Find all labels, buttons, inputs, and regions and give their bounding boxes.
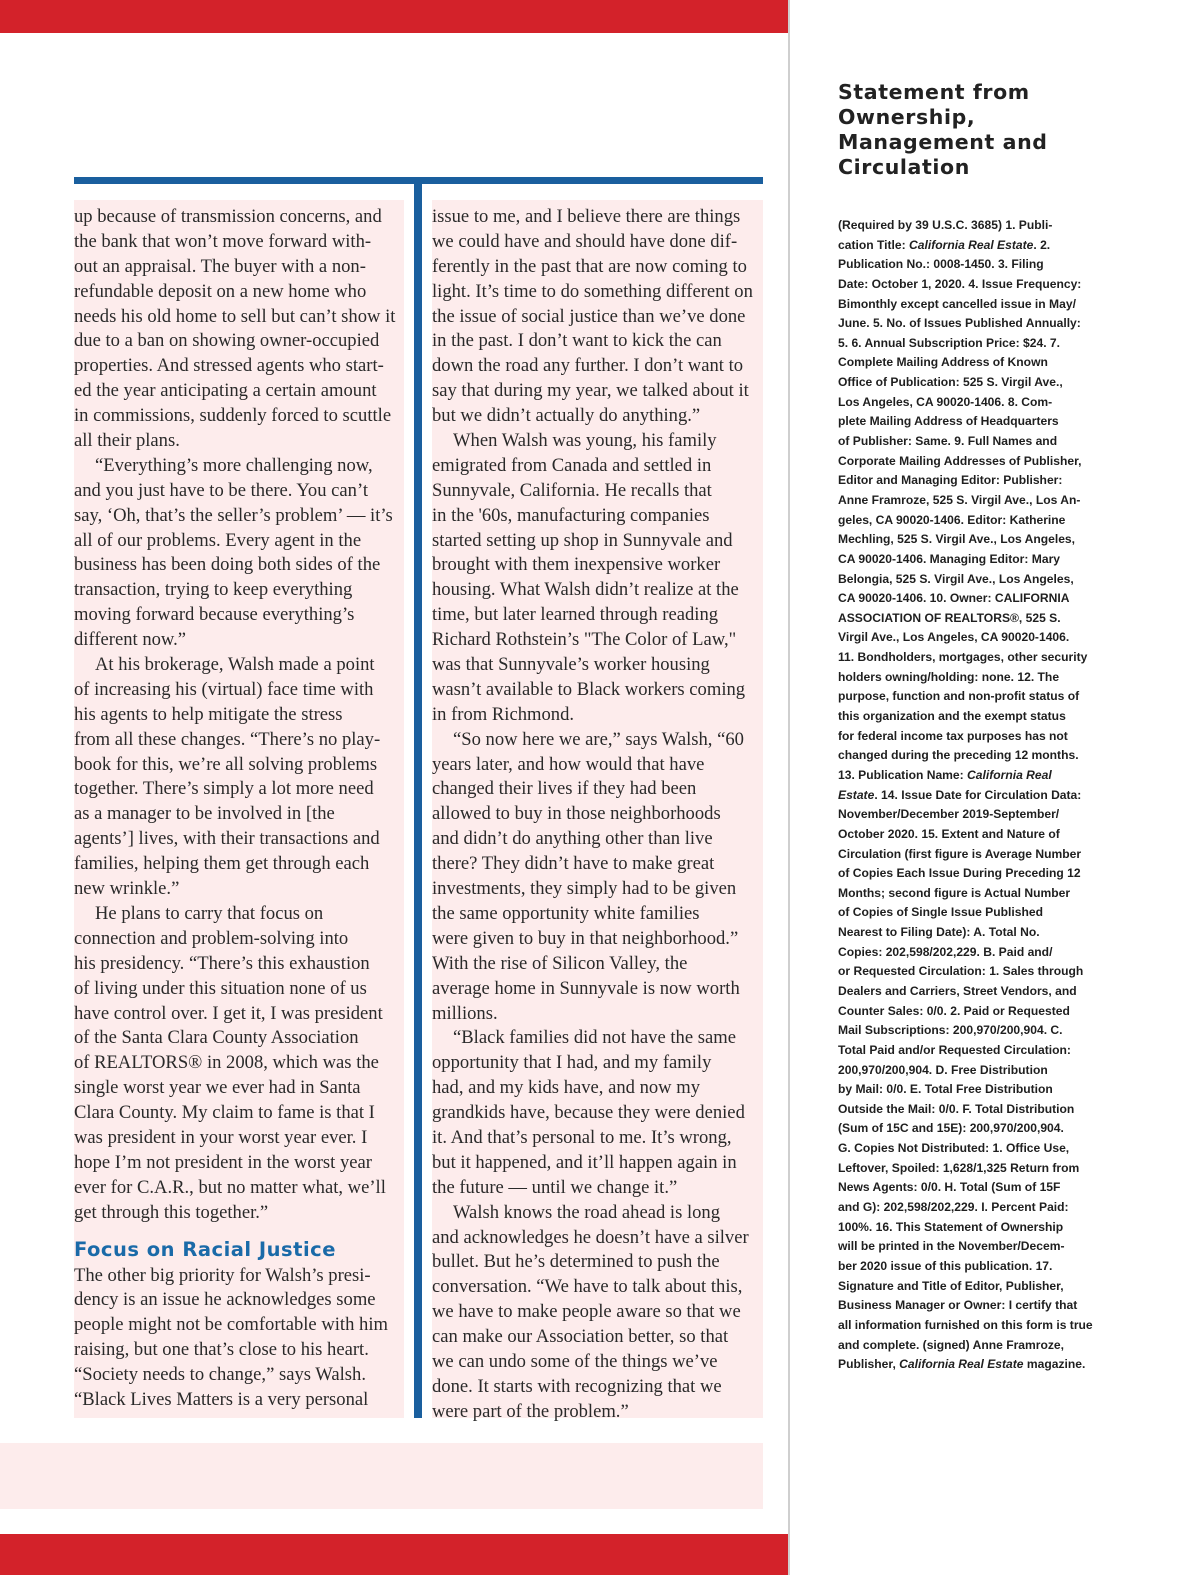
text-line: With the rise of Silicon Valley, the bbox=[432, 952, 688, 974]
text-line: conversation. “We have to talk about this, bbox=[432, 1276, 743, 1298]
statement-line: October 2020. 15. Extent and Nature of bbox=[838, 826, 1060, 841]
column-divider bbox=[414, 177, 422, 1418]
text-line: was president in your worst year ever. I bbox=[74, 1126, 368, 1148]
statement-line: Circulation (first figure is Average Number bbox=[838, 846, 1082, 861]
text-line: He plans to carry that focus on bbox=[95, 902, 324, 924]
statement-line: of Publisher: Same. 9. Full Names and bbox=[838, 434, 1058, 449]
text-line: connection and problem-solving into bbox=[74, 927, 349, 949]
text-line: Richard Rothstein’s "The Color of Law," bbox=[432, 629, 737, 651]
article-column-1 bbox=[74, 205, 410, 1413]
top-rule-right bbox=[422, 177, 763, 184]
text-line: done. It starts with recognizing that we bbox=[432, 1375, 722, 1397]
statement-line: or Requested Circulation: 1. Sales through bbox=[838, 964, 1084, 979]
text-line: housing. What Walsh didn’t realize at the bbox=[432, 579, 739, 601]
text-line: needs his old home to sell but can’t show it bbox=[74, 305, 396, 327]
statement-line: November/December 2019-September/ bbox=[838, 807, 1060, 822]
text-line: The other big priority for Walsh’s presi- bbox=[74, 1264, 371, 1286]
text-line: the issue of social justice than we’ve done bbox=[432, 305, 746, 327]
statement-line: Copies: 202,598/202,229. B. Paid and/ bbox=[838, 944, 1053, 959]
top-rule-left bbox=[74, 177, 414, 184]
text-line: we can undo some of the things we’ve bbox=[432, 1350, 718, 1372]
statement-line: (Sum of 15C and 15E): 200,970/200,904. bbox=[838, 1121, 1064, 1136]
text-line: say, ‘Oh, that’s the seller’s problem’ — it’s bbox=[74, 504, 393, 526]
sidebar-title-line: Statement from bbox=[838, 80, 1030, 104]
text-line: his agents to help mitigate the stress bbox=[74, 703, 343, 725]
text-line: changed their lives if they had been bbox=[432, 778, 697, 800]
statement-line: Anne Framroze, 525 S. Virgil Ave., Los An- bbox=[838, 492, 1081, 507]
text-line: and you just have to be there. You can’t bbox=[74, 479, 369, 501]
text-line: families, helping them get through each bbox=[74, 853, 370, 875]
text-line: At his brokerage, Walsh made a point bbox=[95, 654, 375, 676]
text-line: of living under this situation none of us bbox=[74, 977, 367, 999]
article-column-2 bbox=[432, 205, 766, 1425]
text-line: single worst year we ever had in Santa bbox=[74, 1077, 361, 1099]
statement-line: 5. 6. Annual Subscription Price: $24. 7. bbox=[838, 335, 1061, 350]
text-line: refundable deposit on a new home who bbox=[74, 280, 367, 302]
statement-line: geles, CA 90020-1406. Editor: Katherine bbox=[838, 512, 1066, 527]
text-line: as a manager to be involved in [the bbox=[74, 803, 335, 825]
text-line: people might not be comfortable with him bbox=[74, 1314, 388, 1336]
statement-line: ber 2020 issue of this publication. 17. bbox=[838, 1258, 1053, 1273]
statement-line: Months; second figure is Actual Number bbox=[838, 885, 1071, 900]
text-line: wasn’t available to Black workers coming bbox=[432, 678, 746, 700]
text-line: but we didn’t actually do anything.” bbox=[432, 405, 701, 427]
statement-line: June. 5. No. of Issues Published Annually: bbox=[838, 316, 1081, 331]
text-line: new wrinkle.” bbox=[74, 878, 180, 900]
statement-line: of Copies Each Issue During Preceding 12 bbox=[838, 866, 1081, 881]
text-line: Sunnyvale, California. He recalls that bbox=[432, 479, 712, 501]
text-line: but it happened, and it’ll happen again in bbox=[432, 1151, 737, 1173]
statement-line: Complete Mailing Address of Known bbox=[838, 355, 1048, 370]
text-line: his presidency. “There’s this exhaustion bbox=[74, 952, 370, 974]
text-line: properties. And stressed agents who start- bbox=[74, 355, 384, 377]
text-line: investments, they simply had to be given bbox=[432, 878, 737, 900]
bottom-accent-bar bbox=[0, 1534, 788, 1575]
text-line: all their plans. bbox=[74, 430, 180, 452]
text-line: Clara County. My claim to fame is that I bbox=[74, 1102, 375, 1124]
text-line: in commissions, suddenly forced to scuttle bbox=[74, 405, 392, 427]
statement-line: changed during the preceding 12 months. bbox=[838, 748, 1079, 763]
text-line: years later, and how would that have bbox=[432, 753, 705, 775]
text-line: there? They didn’t have to make great bbox=[432, 853, 715, 875]
statement-line: Total Paid and/or Requested Circulation: bbox=[838, 1042, 1071, 1057]
statement-line: plete Mailing Address of Headquarters bbox=[838, 414, 1059, 429]
statement-line: this organization and the exempt status bbox=[838, 709, 1066, 724]
statement-line: Los Angeles, CA 90020-1406. 8. Com- bbox=[838, 394, 1053, 409]
text-line: in the past. I don’t want to kick the can bbox=[432, 330, 722, 352]
statement-line: Signature and Title of Editor, Publisher, bbox=[838, 1278, 1064, 1293]
text-line: all of our problems. Every agent in the bbox=[74, 529, 362, 551]
text-line: “Black families did not have the same bbox=[453, 1027, 736, 1049]
text-line: hope I’m not president in the worst year bbox=[74, 1151, 372, 1173]
footer-tint-panel bbox=[0, 1443, 763, 1509]
statement-line: Estate. 14. Issue Date for Circulation Data: bbox=[838, 787, 1082, 802]
text-line: emigrated from Canada and settled in bbox=[432, 454, 712, 476]
text-line: ever for C.A.R., but no matter what, we’ll bbox=[74, 1176, 386, 1198]
text-line: transaction, trying to keep everything bbox=[74, 579, 353, 601]
statement-line: and G): 202,598/202,229. I. Percent Paid: bbox=[838, 1200, 1069, 1215]
text-line: grandkids have, because they were denied bbox=[432, 1102, 745, 1124]
text-line: moving forward because everything’s bbox=[74, 604, 355, 626]
statement-line: for federal income tax purposes has not bbox=[838, 728, 1068, 743]
sidebar-title-line: Management and bbox=[838, 130, 1048, 154]
statement-line: CA 90020-1406. Managing Editor: Mary bbox=[838, 551, 1061, 566]
text-line: the future — until we change it.” bbox=[432, 1176, 678, 1198]
statement-line: Corporate Mailing Addresses of Publisher, bbox=[838, 453, 1082, 468]
statement-line: Editor and Managing Editor: Publisher: bbox=[838, 473, 1063, 488]
statement-line: all information furnished on this form is true bbox=[838, 1317, 1093, 1332]
statement-line: will be printed in the November/Decem- bbox=[838, 1239, 1065, 1254]
statement-line: Mail Subscriptions: 200,970/200,904. C. bbox=[838, 1023, 1063, 1038]
statement-line: Office of Publication: 525 S. Virgil Ave., bbox=[838, 375, 1063, 390]
statement-line: purpose, function and non-profit status of bbox=[838, 689, 1080, 704]
text-line: time, but later learned through reading bbox=[432, 604, 719, 626]
text-line: average home in Sunnyvale is now worth bbox=[432, 977, 740, 999]
sidebar-title-line: Ownership, bbox=[838, 105, 976, 129]
statement-line: Belongia, 525 S. Virgil Ave., Los Angeles, bbox=[838, 571, 1074, 586]
text-line: in from Richmond. bbox=[432, 703, 575, 725]
text-line: different now.” bbox=[74, 629, 187, 651]
text-line: can make our Association better, so that bbox=[432, 1326, 729, 1348]
text-line: bullet. But he’s determined to push the bbox=[432, 1251, 720, 1273]
text-line: were part of the problem.” bbox=[432, 1400, 629, 1422]
text-line: brought with them inexpensive worker bbox=[432, 554, 721, 576]
text-line: have control over. I get it, I was president bbox=[74, 1002, 383, 1024]
text-line: were given to buy in that neighborhood.” bbox=[432, 927, 739, 949]
text-line: get through this together.” bbox=[74, 1201, 269, 1223]
text-line: due to a ban on showing owner-occupied bbox=[74, 330, 380, 352]
section-heading: Focus on Racial Justice bbox=[74, 1237, 336, 1261]
statement-line: G. Copies Not Distributed: 1. Office Use, bbox=[838, 1141, 1070, 1156]
text-line: raising, but one that’s close to his heart. bbox=[74, 1339, 369, 1361]
text-line: from all these changes. “There’s no play- bbox=[74, 728, 381, 750]
text-line: opportunity that I had, and my family bbox=[432, 1052, 712, 1074]
statement-line: CA 90020-1406. 10. Owner: CALIFORNIA bbox=[838, 591, 1070, 606]
text-line: light. It’s time to do something different on bbox=[432, 280, 753, 302]
statement-line: 200,970/200,904. D. Free Distribution bbox=[838, 1062, 1048, 1077]
statement-line: Publisher, California Real Estate magazine. bbox=[838, 1357, 1086, 1372]
text-line: down the road any further. I don’t want to bbox=[432, 355, 744, 377]
statement-line: Outside the Mail: 0/0. F. Total Distribution bbox=[838, 1101, 1075, 1116]
section-spacer bbox=[74, 1226, 410, 1236]
text-line: agents’] lives, with their transactions and bbox=[74, 828, 380, 850]
statement-line: Bimonthly except cancelled issue in May/ bbox=[838, 296, 1076, 311]
statement-line: News Agents: 0/0. H. Total (Sum of 15F bbox=[838, 1180, 1061, 1195]
statement-line: and complete. (signed) Anne Framroze, bbox=[838, 1337, 1065, 1352]
text-line: of REALTORS® in 2008, which was the bbox=[74, 1052, 379, 1074]
text-line: dency is an issue he acknowledges some bbox=[74, 1289, 376, 1311]
text-line: business has been doing both sides of the bbox=[74, 554, 381, 576]
text-line: book for this, we’re all solving problems bbox=[74, 753, 378, 775]
statement-line: by Mail: 0/0. E. Total Free Distribution bbox=[838, 1082, 1053, 1097]
text-line: out an appraisal. The buyer with a non- bbox=[74, 255, 366, 277]
top-accent-bar bbox=[0, 0, 788, 33]
statement-line: Counter Sales: 0/0. 2. Paid or Requested bbox=[838, 1003, 1070, 1018]
statement-line: holders owning/holding: none. 12. The bbox=[838, 669, 1060, 684]
text-line: “Society needs to change,” says Walsh. bbox=[74, 1364, 366, 1386]
text-line: had, and my kids have, and now my bbox=[432, 1077, 701, 1099]
statement-line: Date: October 1, 2020. 4. Issue Frequency: bbox=[838, 276, 1082, 291]
statement-line: 100%. 16. This Statement of Ownership bbox=[838, 1219, 1064, 1234]
text-line: we could have and should have done dif- bbox=[432, 230, 738, 252]
text-line: ferently in the past that are now coming to bbox=[432, 255, 747, 277]
statement-line: Mechling, 525 S. Virgil Ave., Los Angeles, bbox=[838, 532, 1076, 547]
text-line: issue to me, and I believe there are things bbox=[432, 206, 741, 227]
text-line: the bank that won’t move forward with- bbox=[74, 230, 372, 252]
statement-line: 13. Publication Name: California Real bbox=[838, 767, 1052, 782]
text-line: the same opportunity white families bbox=[432, 902, 700, 924]
statement-line: Business Manager or Owner: I certify that bbox=[838, 1298, 1078, 1313]
statement-line: 11. Bondholders, mortgages, other security bbox=[838, 650, 1088, 665]
text-line: and didn’t do anything other than live bbox=[432, 828, 713, 850]
ownership-statement-body bbox=[838, 216, 1178, 1375]
text-line: of the Santa Clara County Association bbox=[74, 1027, 359, 1049]
text-line: of increasing his (virtual) face time with bbox=[74, 678, 374, 700]
text-line: Walsh knows the road ahead is long bbox=[453, 1201, 721, 1223]
text-line: millions. bbox=[432, 1002, 498, 1024]
statement-line: (Required by 39 U.S.C. 3685) 1. Publi- bbox=[838, 218, 1053, 232]
text-line: up because of transmission concerns, and bbox=[74, 206, 382, 227]
text-line: in the '60s, manufacturing companies bbox=[432, 504, 710, 526]
text-line: started setting up shop in Sunnyvale and bbox=[432, 529, 733, 551]
sidebar-title bbox=[838, 80, 1138, 180]
text-line: it. And that’s personal to me. It’s wrong, bbox=[432, 1126, 732, 1148]
statement-line: Publication No.: 0008-1450. 3. Filing bbox=[838, 257, 1044, 272]
text-line: say that during my year, we talked about it bbox=[432, 380, 749, 402]
text-line: When Walsh was young, his family bbox=[453, 430, 717, 452]
statement-line: cation Title: California Real Estate. 2. bbox=[838, 237, 1051, 252]
text-line: “Black Lives Matters is a very personal bbox=[74, 1388, 369, 1410]
text-line: together. There’s simply a lot more need bbox=[74, 778, 374, 800]
statement-line: of Copies of Single Issue Published bbox=[838, 905, 1043, 920]
statement-line: Leftover, Spoiled: 1,628/1,325 Return from bbox=[838, 1160, 1080, 1175]
text-line: “So now here we are,” says Walsh, “60 bbox=[453, 728, 744, 750]
text-line: “Everything’s more challenging now, bbox=[95, 454, 373, 476]
sidebar-title-line: Circulation bbox=[838, 155, 970, 179]
text-line: was that Sunnyvale’s worker housing bbox=[432, 654, 710, 676]
text-line: allowed to buy in those neighborhoods bbox=[432, 803, 721, 825]
statement-line: Nearest to Filing Date): A. Total No. bbox=[838, 925, 1040, 940]
text-line: we have to make people aware so that we bbox=[432, 1301, 741, 1323]
statement-line: Dealers and Carriers, Street Vendors, and bbox=[838, 983, 1077, 998]
statement-line: ASSOCIATION OF REALTORS®, 525 S. bbox=[838, 610, 1061, 625]
text-line: ed the year anticipating a certain amount bbox=[74, 380, 377, 402]
statement-line: Virgil Ave., Los Angeles, CA 90020-1406. bbox=[838, 630, 1070, 645]
text-line: and acknowledges he doesn’t have a silver bbox=[432, 1226, 749, 1248]
